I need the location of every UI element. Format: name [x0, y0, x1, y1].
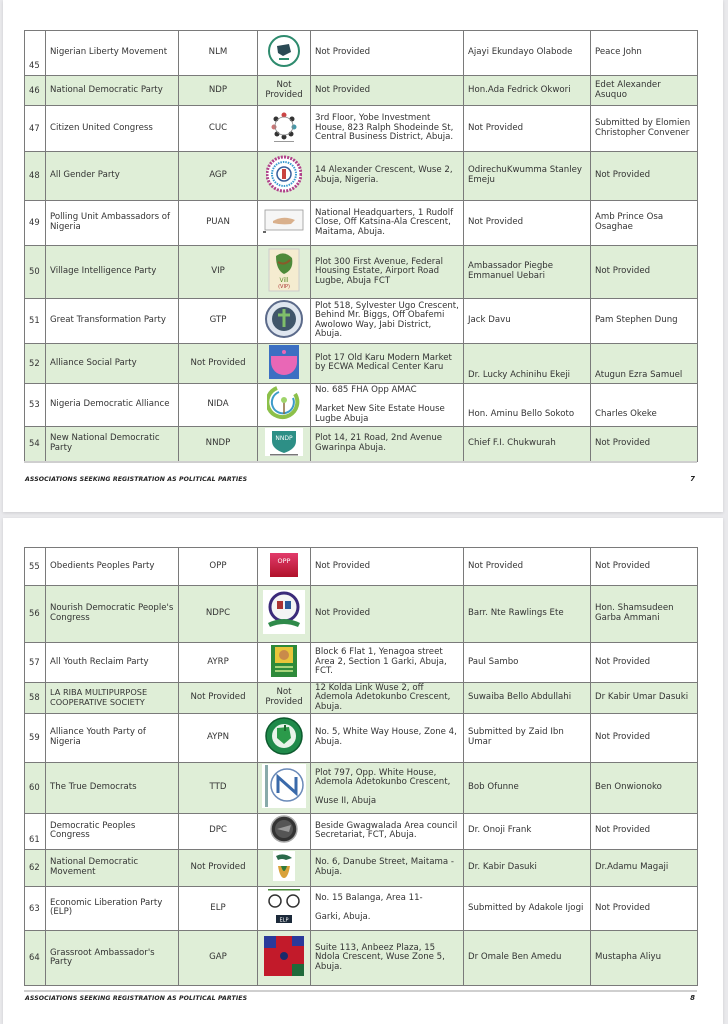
- agp-logo-icon: [266, 155, 302, 197]
- association-acronym: NIDA: [179, 384, 258, 427]
- ayrp-logo-icon: [270, 644, 298, 682]
- association-acronym: NDP: [179, 76, 258, 106]
- association-acronym: VIP: [179, 246, 258, 299]
- logo-cell: [258, 299, 311, 344]
- association-name: Village Intelligence Party: [46, 246, 179, 299]
- chairman: Jack Davu: [464, 299, 591, 344]
- address: Plot 797, Opp. White House, Ademola Adetokunbo Crescent, Wuse II, Abuja: [311, 763, 464, 814]
- address: National Headquarters, 1 Rudolf Close, Off Katsina-Ala Crescent, Maitama, Abuja.: [311, 201, 464, 246]
- chairman: Submitted by Zaid Ibn Umar: [464, 714, 591, 763]
- table-row: [25, 201, 698, 246]
- association-name: LA RIBA MULTIPURPOSE COOPERATIVE SOCIETY: [46, 683, 179, 714]
- gap-logo-icon: [263, 935, 305, 981]
- association-acronym: GAP: [179, 931, 258, 986]
- cuc-logo-icon: [267, 110, 301, 148]
- address: Not Provided: [311, 76, 464, 106]
- secretary: Not Provided: [591, 152, 698, 201]
- logo-not-provided: Not Provided: [265, 79, 303, 100]
- association-acronym: ELP: [179, 886, 258, 931]
- opp-logo-icon: [269, 552, 299, 582]
- chairman: Not Provided: [464, 201, 591, 246]
- secretary: Mustapha Aliyu: [591, 931, 698, 986]
- chairman: Dr. Lucky Achinihu Ekeji: [464, 343, 591, 384]
- chairman: Hon. Aminu Bello Sokoto: [464, 384, 591, 427]
- logo-cell: [258, 152, 311, 201]
- vip-logo-icon: [268, 248, 300, 296]
- secretary: Not Provided: [591, 813, 698, 849]
- association-name: Democratic Peoples Congress: [46, 813, 179, 849]
- address: 14 Alexander Crescent, Wuse 2, Abuja, Nigeria.: [311, 152, 464, 201]
- association-acronym: NNDP: [179, 427, 258, 462]
- association-name: Nigeria Democratic Alliance: [46, 384, 179, 427]
- table-row: [25, 299, 698, 344]
- elp-logo-text: ELP: [279, 917, 289, 924]
- secretary: Atugun Ezra Samuel: [591, 343, 698, 384]
- association-acronym: GTP: [179, 299, 258, 344]
- secretary: Not Provided: [591, 714, 698, 763]
- association-acronym: Not Provided: [179, 849, 258, 886]
- table-row: [25, 384, 698, 427]
- table-row: [25, 714, 698, 763]
- association-name: Alliance Social Party: [46, 343, 179, 384]
- puan-logo-icon: [261, 207, 307, 239]
- document-page-8: [3, 518, 723, 1024]
- row-number: 58: [25, 683, 46, 714]
- chairman: Submitted by Adakole Ijogi: [464, 886, 591, 931]
- chairman: Bob Ofunne: [464, 763, 591, 814]
- row-number: 47: [25, 106, 46, 152]
- page-number: 7: [690, 475, 695, 483]
- row-number: 50: [25, 246, 46, 299]
- address: Plot 300 First Avenue, Federal Housing Estate, Airport Road Lugbe, Abuja FCT: [311, 246, 464, 299]
- nida-logo-icon: [267, 384, 301, 426]
- table-row: [25, 343, 698, 384]
- association-name: Great Transformation Party: [46, 299, 179, 344]
- association-acronym: OPP: [179, 548, 258, 586]
- association-acronym: Not Provided: [179, 683, 258, 714]
- footer-divider: [24, 461, 697, 463]
- chairman: Ajayi Ekundayo Olabode: [464, 31, 591, 76]
- association-name: Alliance Youth Party of Nigeria: [46, 714, 179, 763]
- address: Plot 518, Sylvester Ugo Crescent, Behind Mr. Biggs, Off Obafemi Awolowo Way, Jabi District, Abuja.: [311, 299, 464, 344]
- logo-cell: [258, 548, 311, 586]
- row-number: 57: [25, 643, 46, 683]
- address: Plot 17 Old Karu Modern Market by ECWA Medical Center Karu: [311, 343, 464, 384]
- association-acronym: NDPC: [179, 586, 258, 643]
- table-row: [25, 886, 698, 931]
- table-row: [25, 427, 698, 462]
- chairman: OdirechuKwumma Stanley Emeju: [464, 152, 591, 201]
- address: No. 685 FHA Opp AMAC Market New Site Estate House Lugbe Abuja: [311, 384, 464, 427]
- logo-cell: [258, 763, 311, 814]
- ttd-logo-icon: [261, 763, 307, 813]
- secretary: Edet Alexander Asuquo: [591, 76, 698, 106]
- secretary: Dr.Adamu Magaji: [591, 849, 698, 886]
- association-name: New National Democratic Party: [46, 427, 179, 462]
- asp-logo-icon: [268, 344, 300, 384]
- table-row: [25, 849, 698, 886]
- secretary: Not Provided: [591, 548, 698, 586]
- footer-title: ASSOCIATIONS SEEKING REGISTRATION AS POLITICAL PARTIES: [25, 995, 248, 1002]
- chairman: Ambassador Piegbe Emmanuel Uebari: [464, 246, 591, 299]
- svg-text:Vill: Vill: [279, 277, 289, 285]
- logo-cell: [258, 76, 311, 106]
- logo-cell: [258, 201, 311, 246]
- secretary: Not Provided: [591, 427, 698, 462]
- secretary: Ben Onwionoko: [591, 763, 698, 814]
- secretary: Amb Prince Osa Osaghae: [591, 201, 698, 246]
- association-name: National Democratic Movement: [46, 849, 179, 886]
- table-row: [25, 548, 698, 586]
- logo-cell: [258, 384, 311, 427]
- address: No. 5, White Way House, Zone 4, Abuja.: [311, 714, 464, 763]
- address: Block 6 Flat 1, Yenagoa street Area 2, Section 1 Garki, Abuja, FCT.: [311, 643, 464, 683]
- logo-cell: [258, 586, 311, 643]
- ndm-logo-icon: [272, 850, 296, 886]
- address: No. 6, Danube Street, Maitama - Abuja.: [311, 849, 464, 886]
- association-name: All Youth Reclaim Party: [46, 643, 179, 683]
- address: Suite 113, Anbeez Plaza, 15 Ndola Crescent, Wuse Zone 5, Abuja.: [311, 931, 464, 986]
- row-number: 53: [25, 384, 46, 427]
- association-name: Polling Unit Ambassadors of Nigeria: [46, 201, 179, 246]
- chairman: Not Provided: [464, 548, 591, 586]
- address: 12 Kolda Link Wuse 2, off Ademola Adetokunbo Crescent, Abuja.: [311, 683, 464, 714]
- address: Not Provided: [311, 548, 464, 586]
- opp-logo-text: OPP: [277, 556, 291, 565]
- secretary: Dr Kabir Umar Dasuki: [591, 683, 698, 714]
- row-number: 62: [25, 849, 46, 886]
- svg-text:NNDP: NNDP: [275, 435, 293, 443]
- table-row: [25, 152, 698, 201]
- secretary: Not Provided: [591, 886, 698, 931]
- logo-cell: [258, 643, 311, 683]
- chairman: Chief F.I. Chukwurah: [464, 427, 591, 462]
- association-name: Grassroot Ambassador's Party: [46, 931, 179, 986]
- table-row: [25, 683, 698, 714]
- row-number: 52: [25, 343, 46, 384]
- association-name: Economic Liberation Party (ELP): [46, 886, 179, 931]
- association-name: The True Democrats: [46, 763, 179, 814]
- registration-table: [24, 547, 698, 986]
- chairman: Paul Sambo: [464, 643, 591, 683]
- row-number: 56: [25, 586, 46, 643]
- chairman: Hon.Ada Fedrick Okwori: [464, 76, 591, 106]
- logo-not-provided: Not Provided: [265, 687, 303, 707]
- secretary: Not Provided: [591, 246, 698, 299]
- dpc-logo-icon: [269, 814, 299, 848]
- table-row: [25, 586, 698, 643]
- row-number: 61: [25, 813, 46, 849]
- chairman: Suwaiba Bello Abdullahi: [464, 683, 591, 714]
- secretary: Pam Stephen Dung: [591, 299, 698, 344]
- row-number: 63: [25, 886, 46, 931]
- row-number: 55: [25, 548, 46, 586]
- association-name: Nigerian Liberty Movement: [46, 31, 179, 76]
- page-number: 8: [690, 994, 695, 1002]
- logo-cell: [258, 886, 311, 931]
- table-row: [25, 643, 698, 683]
- elp-logo-icon: [264, 887, 304, 931]
- registration-table: [24, 30, 698, 462]
- logo-cell: [258, 31, 311, 76]
- logo-cell: [258, 246, 311, 299]
- table-row: [25, 31, 698, 76]
- row-number: 51: [25, 299, 46, 344]
- association-name: All Gender Party: [46, 152, 179, 201]
- logo-cell: [258, 849, 311, 886]
- table-row: [25, 813, 698, 849]
- chairman: Barr. Nte Rawlings Ete: [464, 586, 591, 643]
- logo-cell: [258, 683, 311, 714]
- logo-cell: [258, 813, 311, 849]
- row-number: 45: [25, 31, 46, 76]
- row-number: 48: [25, 152, 46, 201]
- address: 3rd Floor, Yobe Investment House, 823 Ralph Shodeinde St, Central Business District, Abuja.: [311, 106, 464, 152]
- secretary: Hon. Shamsudeen Garba Ammani: [591, 586, 698, 643]
- document-page-7: [3, 0, 723, 512]
- row-number: 49: [25, 201, 46, 246]
- table-row: [25, 763, 698, 814]
- table-row: [25, 246, 698, 299]
- association-acronym: PUAN: [179, 201, 258, 246]
- row-number: 64: [25, 931, 46, 986]
- association-name: Obedients Peoples Party: [46, 548, 179, 586]
- chairman: Dr Omale Ben Amedu: [464, 931, 591, 986]
- aypn-logo-icon: [264, 716, 304, 760]
- association-acronym: AYRP: [179, 643, 258, 683]
- association-acronym: Not Provided: [179, 343, 258, 384]
- association-acronym: AGP: [179, 152, 258, 201]
- secretary: Submitted by Elomien Christopher Convener: [591, 106, 698, 152]
- association-acronym: AYPN: [179, 714, 258, 763]
- association-name: Citizen United Congress: [46, 106, 179, 152]
- table-row: [25, 76, 698, 106]
- secretary: Charles Okeke: [591, 384, 698, 427]
- logo-cell: [258, 343, 311, 384]
- table-row: [25, 106, 698, 152]
- chairman: Dr. Onoji Frank: [464, 813, 591, 849]
- association-acronym: CUC: [179, 106, 258, 152]
- row-number: 60: [25, 763, 46, 814]
- address: Plot 14, 21 Road, 2nd Avenue Gwarinpa Abuja.: [311, 427, 464, 462]
- logo-cell: [258, 427, 311, 462]
- chairman: Dr. Kabir Dasuki: [464, 849, 591, 886]
- address: Beside Gwagwalada Area council Secretariat, FCT, Abuja.: [311, 813, 464, 849]
- footer-divider: [24, 990, 697, 992]
- svg-text:(VIP): (VIP): [278, 284, 290, 291]
- association-name: Nourish Democratic People's Congress: [46, 586, 179, 643]
- association-name: National Democratic Party: [46, 76, 179, 106]
- row-number: 54: [25, 427, 46, 462]
- association-acronym: DPC: [179, 813, 258, 849]
- address: Not Provided: [311, 31, 464, 76]
- row-number: 46: [25, 76, 46, 106]
- association-acronym: TTD: [179, 763, 258, 814]
- chairman: Not Provided: [464, 106, 591, 152]
- gtp-logo-icon: [264, 299, 304, 343]
- address: No. 15 Balanga, Area 11- Garki, Abuja.: [311, 886, 464, 931]
- table-row: [25, 931, 698, 986]
- footer-title: ASSOCIATIONS SEEKING REGISTRATION AS POLITICAL PARTIES: [25, 476, 248, 483]
- secretary: Not Provided: [591, 643, 698, 683]
- nlm-logo-icon: [267, 34, 301, 72]
- logo-cell: [258, 931, 311, 986]
- logo-cell: [258, 714, 311, 763]
- secretary: Peace John: [591, 31, 698, 76]
- address: Not Provided: [311, 586, 464, 643]
- ndpc-logo-icon: [262, 589, 306, 639]
- association-acronym: NLM: [179, 31, 258, 76]
- logo-cell: [258, 106, 311, 152]
- nndp-logo-icon: [264, 427, 304, 461]
- row-number: 59: [25, 714, 46, 763]
